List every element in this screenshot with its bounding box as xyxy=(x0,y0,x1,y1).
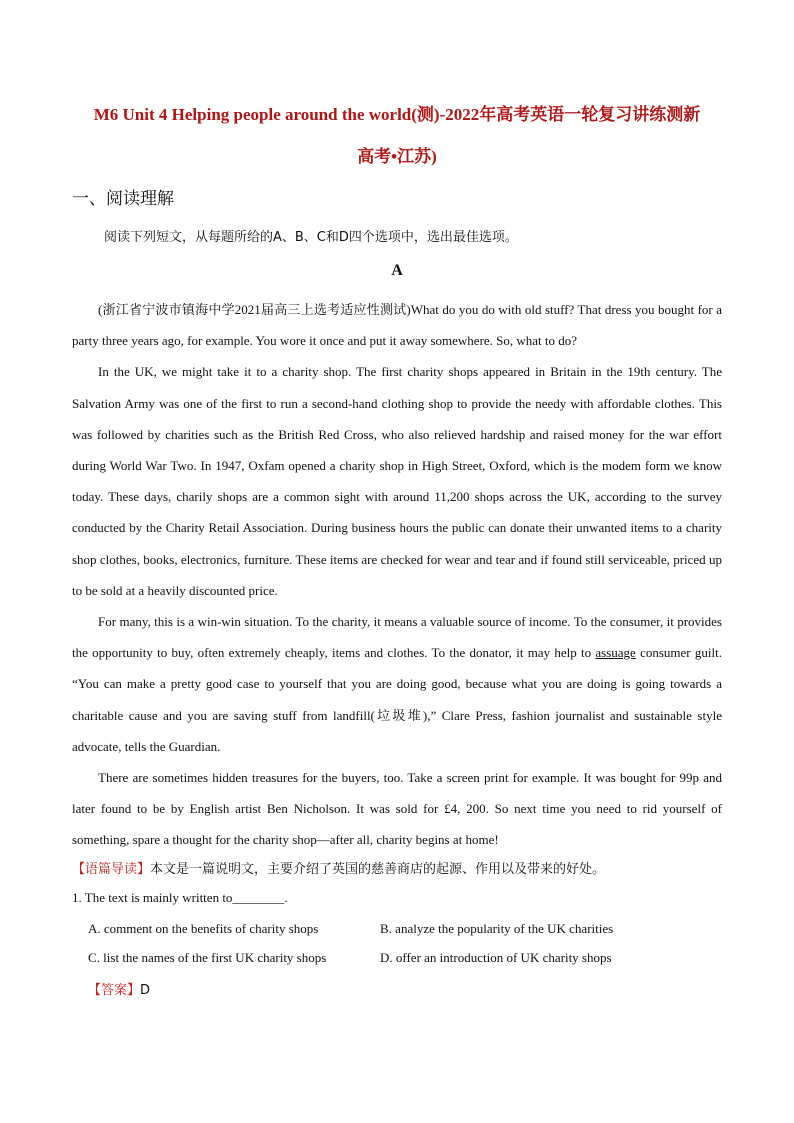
answer-tag: 【答案】 xyxy=(88,983,141,998)
document-title-line1: M6 Unit 4 Helping people around the world(测)-2022年高考英语一轮复习讲练测新 xyxy=(93,105,701,124)
instruction-text: 阅读下列短文，从每题所给的A、B、C和D四个选项中，选出最佳选项。 xyxy=(104,230,518,245)
option-b: B. analyze the popularity of the UK charities xyxy=(380,921,614,936)
passage-paragraph-3 xyxy=(72,606,722,762)
underlined-word-assuage: assuage xyxy=(595,645,636,661)
passage-paragraph-2: In the UK, we might take it to a charity shop. The first charity shops appeared in Britain in the 19th century. The Salvation Army was one of the first to run a second-hand clothing shop to provide the needy with affordable clothes. This was followed by charities such as the British Red Cross, who also relieved hardship and raised money for the war effort during World War Two. In 1947, Oxfam opened a charity shop in High Street, Oxford, which is the modem form we know today. These days, charily shops are a common sight with around 11,200 shops across the UK, according to the survey conducted by the Charity Retail Association. During business hours the public can donate their unwanted items to a charity shop clothes, books, electronics, furniture. These items are checked for wear and tear and if found still serviceable, priced up to be sold at a heavily discounted price. xyxy=(72,364,722,598)
paragraph-3-text-after: consumer guilt. “You can make a pretty good case to yourself that you are doing good, because what you are doing is going towards a charitable cause and you are saving stuff from landfill(垃圾堆),” Clare Press, fashion journalist and sustainable style advocate, tells the Guardian. xyxy=(72,645,722,754)
passage-label: A xyxy=(391,262,403,279)
passage-paragraph-1: (浙江省宁波市镇海中学2021届高三上选考适应性测试)What do you do with old stuff? That dress you bought for a party three years ago, for example. You wore it once and put it away somewhere. So, what to do? xyxy=(72,302,722,349)
document-title-line2: 高考•江苏) xyxy=(357,147,437,166)
option-c: C. list the names of the first UK charity shops xyxy=(88,950,327,965)
paragraph-3-text-before: For many, this is a win-win situation. To the charity, it means a valuable source of income. To the consumer, it provides the opportunity to buy, often extremely cheaply, items and clothes. To the donator, it may help to xyxy=(72,614,722,661)
option-a: A. comment on the benefits of charity shops xyxy=(88,921,319,936)
question-1: 1. The text is mainly written to________. xyxy=(72,890,288,905)
guide-text: 本文是一篇说明文，主要介绍了英国的慈善商店的起源、作用以及带来的好处。 xyxy=(150,862,606,877)
option-d: D. offer an introduction of UK charity shops xyxy=(380,950,612,965)
answer xyxy=(88,979,150,998)
passage-paragraph-4: There are sometimes hidden treasures for the buyers, too. Take a screen print for example. It was bought for 99p and later found to be by English artist Ben Nicholson. It was sold for £4, 200. So next time you need to rid yourself of something, spare a thought for the charity shop—after all, charity begins at home! xyxy=(72,770,722,848)
reading-passage xyxy=(72,294,722,856)
answer-value: D xyxy=(140,983,151,998)
section-heading: 一、阅读理解 xyxy=(72,189,174,209)
guide-tag: 【语篇导读】 xyxy=(72,862,151,877)
passage-guide xyxy=(72,858,605,877)
